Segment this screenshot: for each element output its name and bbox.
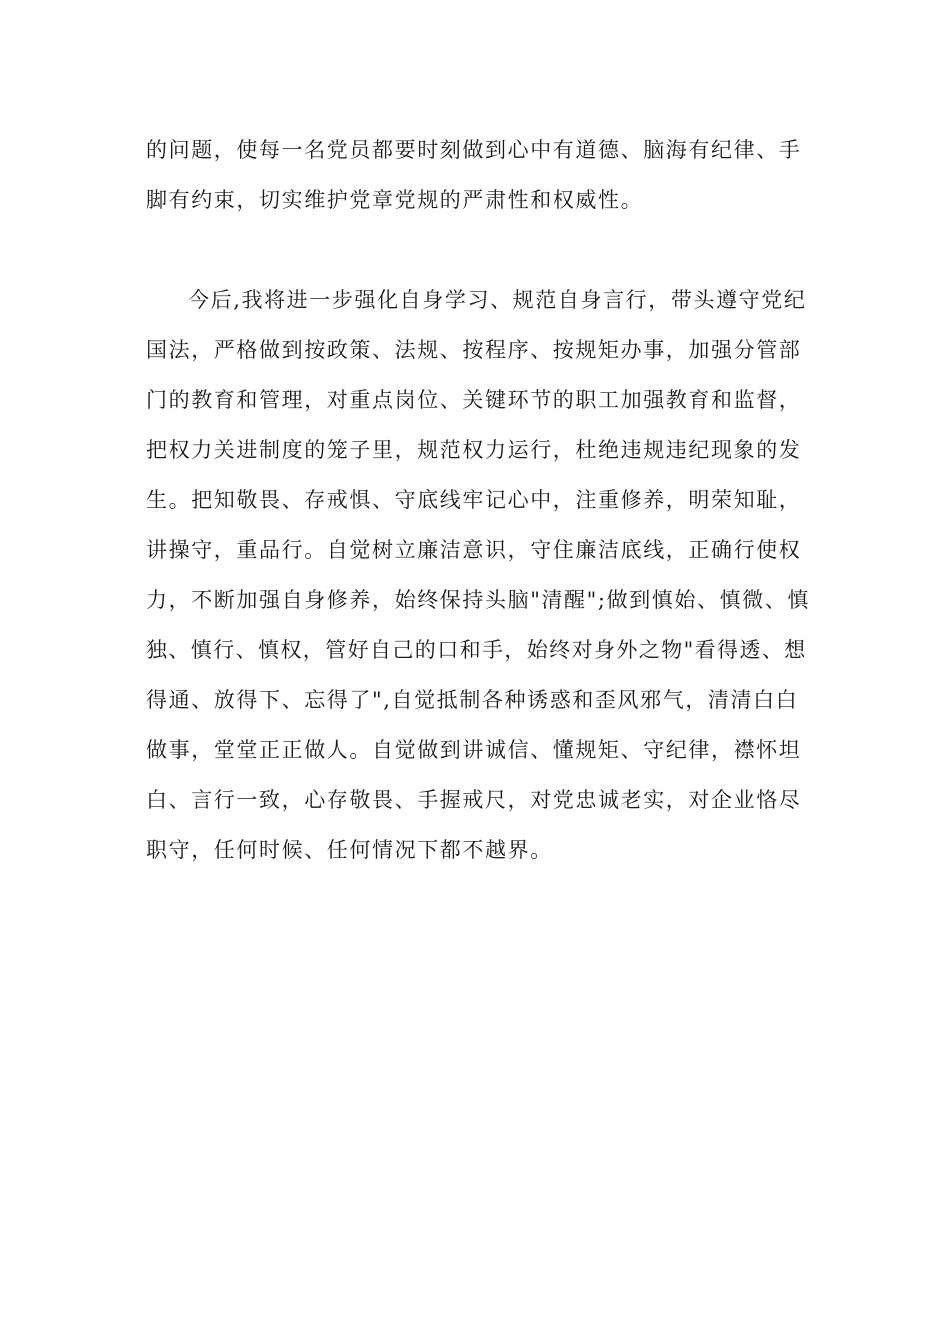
paragraph-line: 把权力关进制度的笼子里，规范权力运行，杜绝违规违纪现象的发 — [146, 438, 802, 462]
paragraph-line: 独、慎行、慎权，管好自己的口和手，始终对身外之物"看得透、想 — [146, 638, 807, 662]
paragraph-line: 国法，严格做到按政策、法规、按程序、按规矩办事，加强分管部 — [146, 338, 802, 362]
paragraph-line: 讲操守，重品行。自觉树立廉洁意识，守住廉洁底线，正确行使权 — [146, 538, 802, 562]
paragraph-line: 的问题，使每一名党员都要时刻做到心中有道德、脑海有纪律、手 — [146, 138, 802, 162]
paragraph-line: 门的教育和管理，对重点岗位、关键环节的职工加强教育和监督， — [146, 388, 802, 412]
paragraph-line: 职守，任何时候、任何情况下都不越界。 — [146, 838, 553, 862]
paragraph-line: 得通、放得下、忘得了",自觉抵制各种诱惑和歪风邪气，清清白白 — [146, 688, 799, 712]
paragraph-line: 白、言行一致，心存敬畏、手握戒尺，对党忠诚老实，对企业恪尽 — [146, 788, 802, 812]
paragraph-line: 生。把知敬畏、存戒惧、守底线牢记心中，注重修养，明荣知耻， — [146, 488, 802, 512]
paragraph-line: 力，不断加强自身修养，始终保持头脑"清醒";做到慎始、慎微、慎 — [146, 588, 810, 612]
paragraph-line: 脚有约束，切实维护党章党规的严肃性和权威性。 — [146, 188, 644, 212]
paragraph-line: 今后,我将进一步强化自身学习、规范自身言行，带头遵守党纪 — [188, 288, 807, 312]
paragraph-line: 做事，堂堂正正做人。自觉做到讲诚信、懂规矩、守纪律，襟怀坦 — [146, 738, 802, 762]
